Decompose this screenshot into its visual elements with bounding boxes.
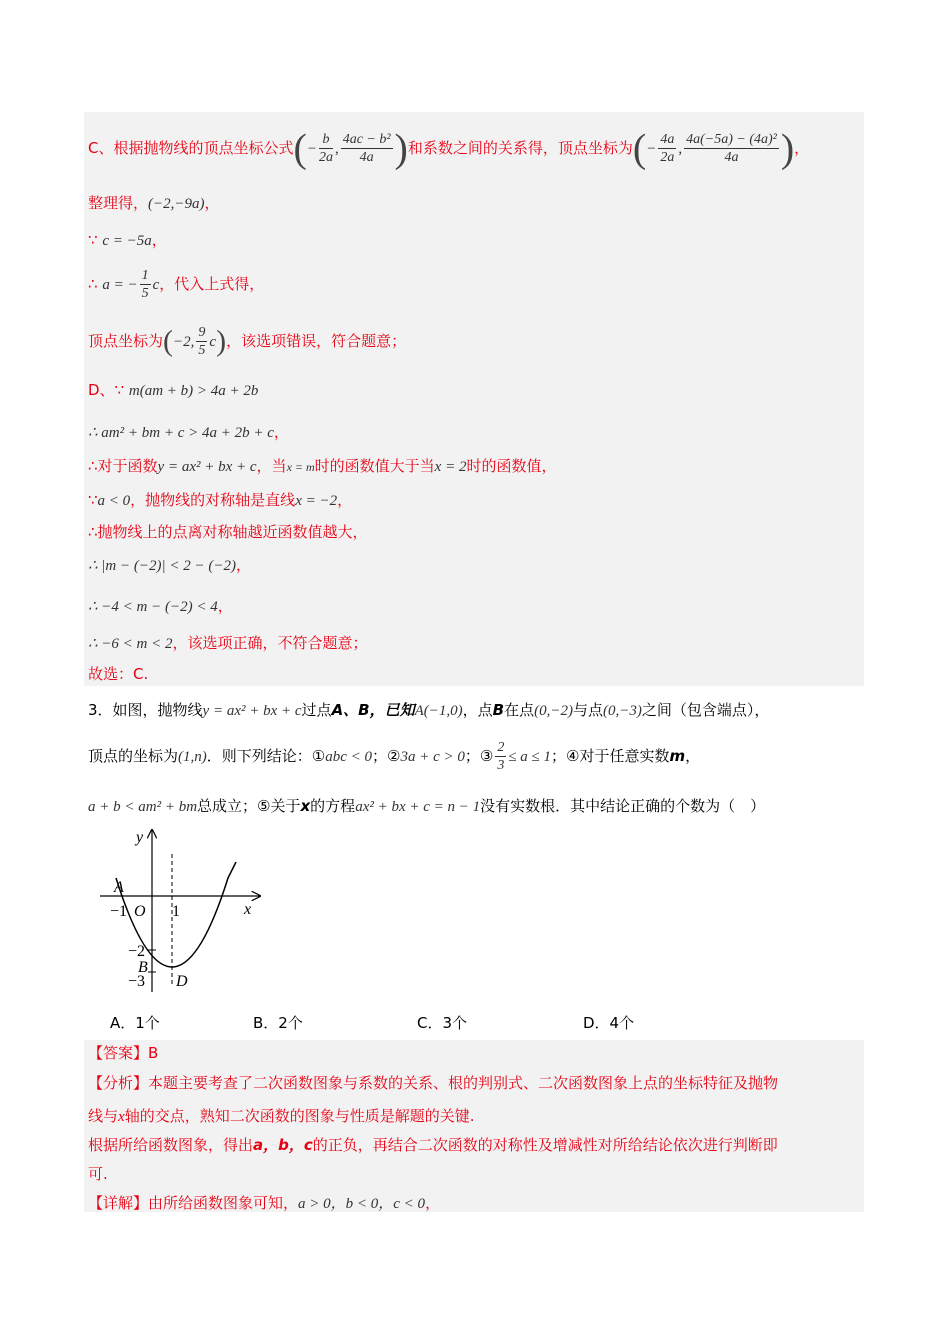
label-x: x [244,901,252,918]
option-d[interactable]: D．4个 [583,1014,635,1032]
label-1: 1 [172,903,180,920]
label-y: y [136,829,144,846]
analysis-line2: 线与x轴的交点，熟知二次函数的图象与性质是解题的关键. [88,1107,475,1125]
analysis-line4: 可. [88,1165,108,1183]
option-b[interactable]: B．2个 [253,1014,303,1032]
label-neg2: −2 [128,943,146,960]
option-a[interactable]: A．1个 [110,1014,160,1032]
label-A: A [114,879,124,896]
answer-line: 【答案】B [88,1044,159,1062]
q3-line3: a + b < am² + bm总成立；⑤关于x的方程ax² + bx + c = n − 1没有实数根．其中结论正确的个数为（ ） [88,797,766,815]
line-d: D、∵ m(am + b) > 4a + 2b [88,381,259,399]
q3-line2: 顶点的坐标为(1,n)．则下列结论：①abc < 0；②3a + c > 0；③ $\frac{2}{3}$ ≤ a ≤ 1；④对于任意实数m， [88,740,701,773]
line-c-eq: ∵ c = −5a， [88,231,167,249]
label-neg3: −3 [128,973,146,990]
line-ineq2: ∴ am² + bm + c > 4a + 2b + c， [88,423,289,441]
label-O: O [134,903,146,920]
line-simplify: 整理得，(−2,−9a)， [88,194,220,212]
line-choose: 故选：C. [88,665,149,683]
q3-line1: 3．如图，抛物线y = ax² + bx + c过点A、B，已知A(−1,0)，点B在点(0,−2)与点(0,−3)之间（包含端点）， [88,701,770,719]
label-B: B [138,959,148,976]
parabola-graph [100,826,270,996]
detail-line: 【详解】由所给函数图象可知，a > 0，b < 0，c < 0， [88,1194,441,1212]
label-neg1: −1 [110,903,128,920]
analysis-line1: 【分析】本题主要考查了二次函数图象与系数的关系、根的判别式、二次函数图象上点的坐标特征及抛物 [88,1074,779,1092]
line-closer: ∴抛物线上的点离对称轴越近函数值越大， [88,523,368,541]
line-abs: ∴ |m − (−2)| < 2 − (−2)， [88,556,251,574]
label-D: D [176,973,188,990]
analysis-line3: 根据所给函数图象，得出a，b，c的正负，再结合二次函数的对称性及增减性对所给结论依次进行判断即 [88,1136,778,1154]
line-c: C、根据抛物线的顶点坐标公式(− $\frac{b}{2a}$ , $\frac{\text{4ac − b²}}{4a}$ )和系数之间的关系得，顶点坐标为(− $\frac{4a}{2a}$ , $\frac{\text{4a(−5a) − (4a)²}}{4a}$ )， [88,125,810,171]
line-range2: ∴ −6 < m < 2，该选项正确，不符合题意； [88,634,368,652]
line-a-neg: ∵a < 0，抛物线的对称轴是直线x = −2， [88,491,353,509]
line-func: ∴对于函数y = ax² + bx + c，当x = m时的函数值大于当x = 2时的函数值， [88,457,557,475]
line-range1: ∴ −4 < m − (−2) < 4， [88,597,233,615]
line-vertex: 顶点坐标为(−2, $\frac{9}{5}$ c)，该选项错误，符合题意； [88,324,407,358]
option-c[interactable]: C．3个 [417,1014,468,1032]
line-a-eq: ∴ a = − $\frac{1}{5}$ c，代入上式得， [88,268,265,301]
